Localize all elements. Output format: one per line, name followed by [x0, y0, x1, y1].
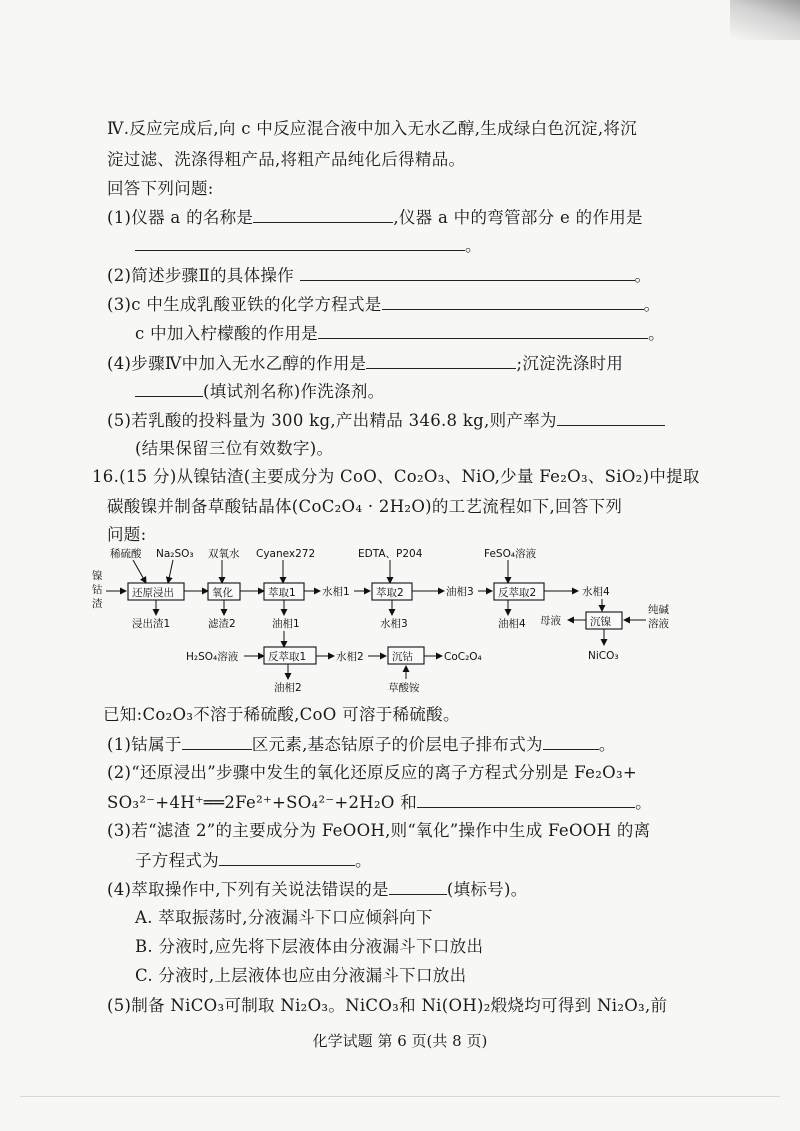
subquestion-3: (3)若“滤渣 2”的主要成分为 FeOOH,则“氧化”操作中生成 FeOOH 的离: [107, 821, 651, 840]
problem-16-intro-cont: 碳酸镍并制备草酸钴晶体(CoC₂O₄ · 2H₂O)的工艺流程如下,回答下列: [107, 497, 623, 516]
problem-16-intro: 16.(15 分)从镍钴渣(主要成分为 CoO、Co₂O₃、NiO,少量 Fe₂O₃、SiO₂)中提取: [92, 467, 700, 486]
phase-water-4: 水相4: [582, 586, 610, 598]
box-label-co-precipitation: 沉钴: [392, 651, 413, 663]
box-label-back-extraction-1: 反萃取1: [268, 651, 307, 663]
answer-blank[interactable]: [300, 264, 635, 281]
option-c: C. 分液时,上层液体也应由分液漏斗下口放出: [135, 966, 467, 985]
flow-arrow: [168, 560, 173, 583]
question-4: [107, 352, 687, 375]
process-flowchart: [88, 545, 688, 695]
period: 。: [648, 324, 665, 343]
question-1-cont: [135, 234, 715, 257]
subquestion-3-cont: [135, 849, 715, 872]
box-label-oxidation: 氧化: [212, 587, 233, 599]
q1-text-b: ,仪器 a 中的弯管部分 e 的作用是: [393, 208, 643, 227]
flow-arrow: [133, 560, 146, 583]
box-label-extraction-2: 萃取2: [376, 587, 404, 599]
reagent-edta-p204: EDTA、P204: [358, 548, 423, 560]
s1-text-b: 区元素,基态钴原子的价层电子排布式为: [251, 735, 543, 754]
s1-text-a: (1)钴属于: [107, 735, 182, 754]
product-coc2o4: CoC₂O₄: [444, 651, 482, 663]
period: 。: [634, 266, 652, 285]
start-material-1: 镍: [92, 570, 103, 582]
subquestion-2: (2)“还原浸出”步骤中发生的氧化还原反应的离子方程式分别是 Fe₂O₃+: [107, 763, 637, 782]
reagent-na2so3: Na₂SO₃: [156, 548, 194, 560]
answer-blank[interactable]: [135, 234, 465, 251]
answer-blank[interactable]: [382, 293, 644, 310]
period: 。: [635, 793, 652, 812]
phase-water-2: 水相2: [336, 651, 364, 663]
box-label-ni-precipitation: 沉镍: [590, 616, 611, 628]
box-label-reduction-leach: 还原浸出: [132, 587, 174, 599]
option-a: A. 萃取振荡时,分液漏斗下口应倾斜向下: [135, 908, 433, 927]
question-4-cont: [135, 380, 715, 403]
reagent-h2so4: 稀硫酸: [110, 548, 142, 560]
start-material-3: 渣: [92, 598, 103, 610]
period: 。: [598, 735, 616, 754]
product-nico3: NiCO₃: [588, 650, 619, 662]
answer-blank[interactable]: [253, 206, 393, 223]
answer-blank[interactable]: [557, 409, 665, 426]
box-label-back-extraction-2: 反萃取2: [498, 587, 537, 599]
soda-label-1: 纯碱: [648, 604, 669, 616]
q4-text-a: (4)步骤Ⅳ中加入无水乙醇的作用是: [107, 354, 367, 373]
phase-water-1: 水相1: [322, 586, 350, 598]
step-4-text-cont: 淀过滤、洗涤得粗产品,将粗产品纯化后得精品。: [107, 150, 466, 169]
phase-oil-4: 油相4: [498, 618, 526, 630]
page-footer: 化学试题 第 6 页(共 8 页): [312, 1032, 488, 1050]
subquestion-2-cont: [107, 791, 687, 814]
q3-text-a: (3)c 中生成乳酸亚铁的化学方程式是: [107, 295, 382, 314]
option-b: B. 分液时,应先将下层液体由分液漏斗下口放出: [135, 937, 484, 956]
soda-label-2: 溶液: [648, 618, 669, 630]
mother-liquor: 母液: [540, 615, 561, 627]
answer-blank[interactable]: [543, 733, 599, 750]
s4-tail: (填标号)。: [446, 880, 528, 899]
q2-text: (2)简述步骤Ⅱ的具体操作: [107, 266, 294, 285]
q4-text-b: ;沉淀洗涤时用: [516, 354, 624, 373]
answer-prompt: 回答下列问题:: [107, 179, 214, 198]
question-1: [107, 206, 687, 229]
q5-text-a: (5)若乳酸的投料量为 300 kg,产出精品 346.8 kg,则产率为: [107, 411, 557, 430]
answer-blank[interactable]: [417, 791, 635, 808]
s2-text-b: SO₃²⁻+4H⁺══2Fe²⁺+SO₄²⁻+2H₂O 和: [107, 793, 418, 812]
q1-text-a: (1)仪器 a 的名称是: [107, 208, 254, 227]
problem-16-intro-end: 问题:: [107, 525, 147, 544]
subquestion-4: [107, 878, 687, 901]
period: 。: [643, 295, 661, 314]
period: 。: [355, 851, 372, 870]
answer-blank[interactable]: [366, 352, 516, 369]
step-4-text: Ⅳ.反应完成后,向 c 中反应混合液中加入无水乙醇,生成绿白色沉淀,将沉: [107, 119, 637, 138]
question-2: [107, 264, 687, 287]
answer-blank[interactable]: [318, 322, 648, 339]
bottom-rule: [20, 1096, 780, 1097]
phase-oil-3: 油相3: [446, 586, 474, 598]
start-material-2: 钴: [92, 584, 103, 596]
question-3: [107, 293, 687, 316]
residue-2: 滤渣2: [208, 618, 236, 630]
known-info: 已知:Co₂O₃不溶于稀硫酸,CoO 可溶于稀硫酸。: [103, 705, 460, 724]
subquestion-5: (5)制备 NiCO₃可制取 Ni₂O₃。NiCO₃和 Ni(OH)₂煅烧均可得到 Ni₂O₃,前: [107, 996, 668, 1015]
answer-blank[interactable]: [182, 733, 252, 750]
question-3-cont: [135, 322, 715, 345]
answer-blank[interactable]: [219, 849, 355, 866]
scan-shadow: [730, 0, 800, 40]
reagent-h2o2: 双氧水: [208, 548, 240, 560]
question-5: [107, 409, 687, 432]
reagent-cyanex: Cyanex272: [256, 548, 316, 560]
box-label-extraction-1: 萃取1: [268, 587, 296, 599]
phase-water-3: 水相3: [380, 618, 408, 630]
subquestion-1: [107, 733, 687, 756]
s4-text: (4)萃取操作中,下列有关说法错误的是: [107, 880, 389, 899]
answer-blank[interactable]: [389, 878, 447, 895]
phase-oil-1: 油相1: [272, 618, 300, 630]
q4-text-c: (填试剂名称)作洗涤剂。: [203, 382, 385, 401]
answer-blank[interactable]: [135, 380, 203, 397]
reagent-feso4: FeSO₄溶液: [484, 548, 537, 560]
q3-text-b: c 中加入柠檬酸的作用是: [135, 324, 319, 343]
question-5-cont: (结果保留三位有效数字)。: [135, 439, 334, 458]
reagent-h2so4-solution: H₂SO₄溶液: [186, 651, 239, 663]
period: 。: [465, 236, 482, 255]
phase-oil-2: 油相2: [274, 682, 302, 694]
residue-1: 浸出渣1: [132, 618, 171, 630]
s3-text-b: 子方程式为: [135, 851, 219, 870]
reagent-ammonium-oxalate: 草酸铵: [388, 682, 420, 694]
